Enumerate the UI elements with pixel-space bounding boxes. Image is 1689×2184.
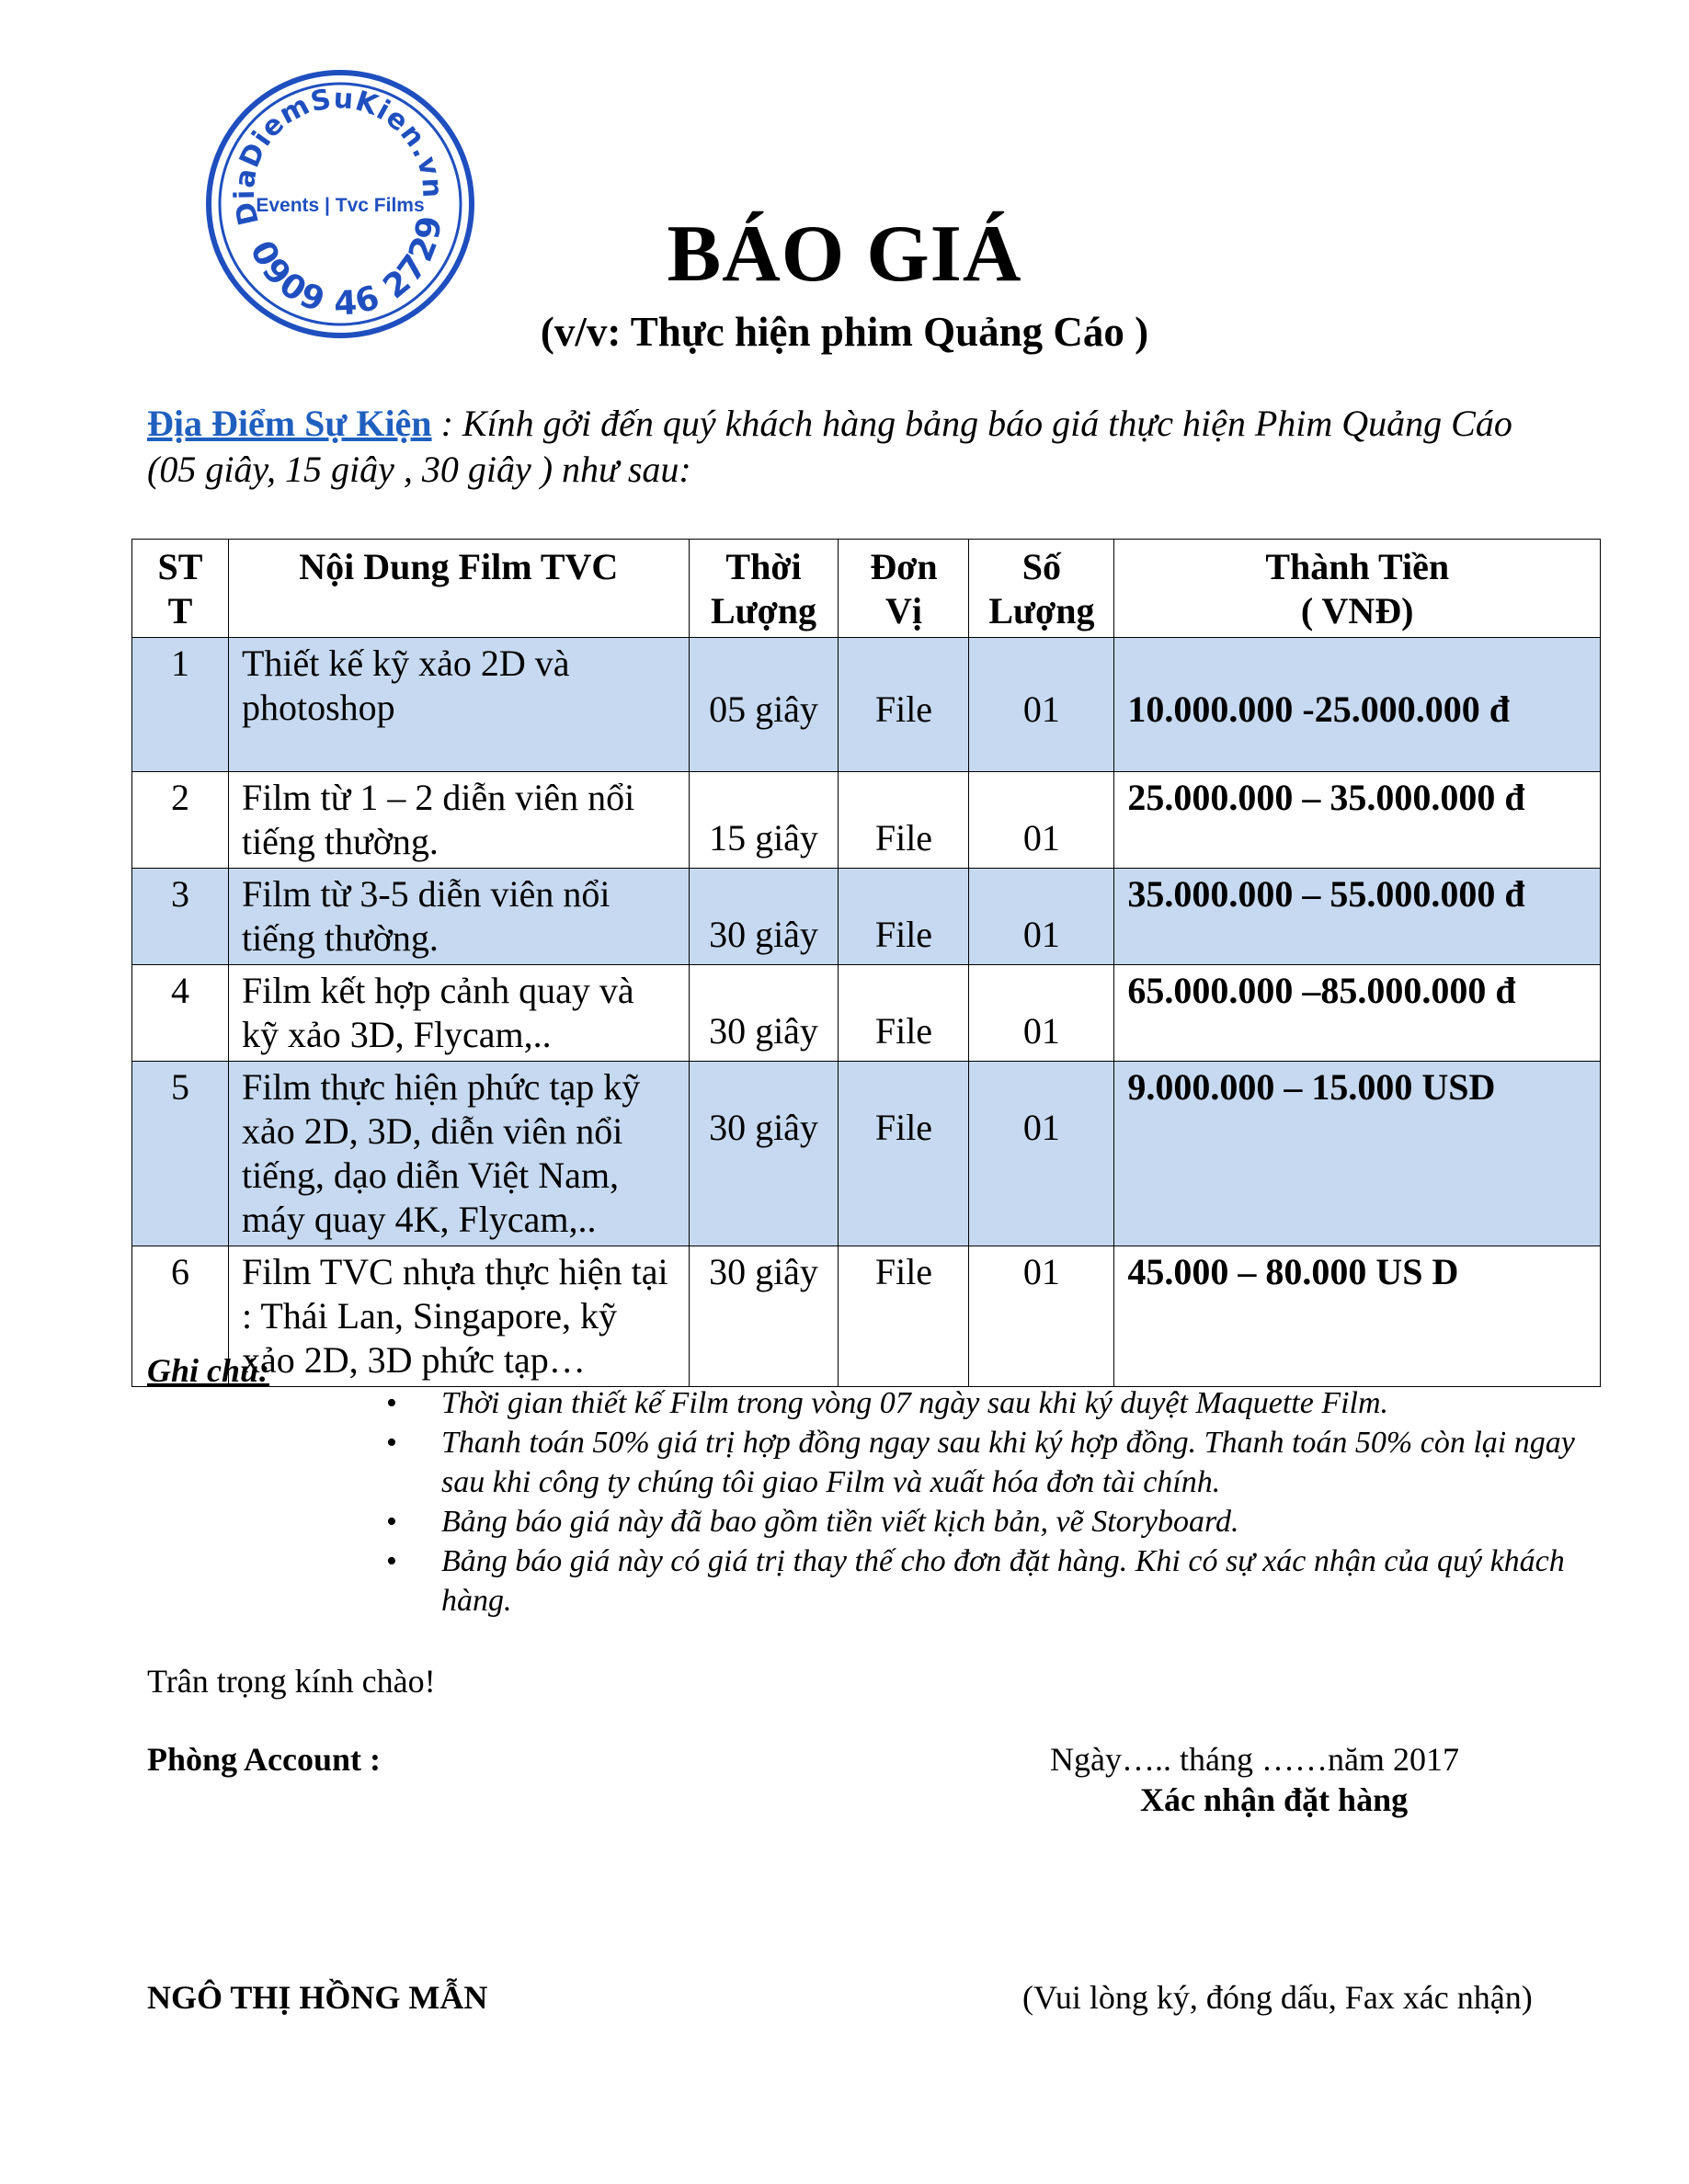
table-row xyxy=(132,1246,1601,1387)
cell-unit: File xyxy=(839,965,969,1062)
header-price: Thành Tiền ( VNĐ) xyxy=(1114,540,1601,638)
signature-instruction: (Vui lòng ký, đóng dấu, Fax xác nhận) xyxy=(1022,1979,1533,2016)
intro-paragraph xyxy=(147,401,1545,493)
table-row xyxy=(132,1062,1601,1246)
cell-price: 10.000.000 -25.000.000 đ xyxy=(1114,638,1601,772)
brand-link[interactable]: Địa Điểm Sự Kiện xyxy=(147,403,432,444)
page-subtitle: (v/v: Thực hiện phim Quảng Cáo ) xyxy=(540,309,1149,355)
header-stt: ST T xyxy=(132,540,229,638)
cell-price: 9.000.000 – 15.000 USD xyxy=(1114,1062,1601,1246)
cell-unit: File xyxy=(839,1062,969,1246)
table-row xyxy=(132,965,1601,1062)
cell-stt: 3 xyxy=(132,869,229,965)
logo-center-text: Events | Tvc Films xyxy=(256,195,425,216)
closing-text: Trân trọng kính chào! xyxy=(147,1663,436,1700)
cell-quantity: 01 xyxy=(969,772,1114,869)
company-logo-stamp xyxy=(202,66,478,342)
cell-content: Film thực hiện phức tạp kỹ xảo 2D, 3D, diễn viên nổi tiếng, dạo diễn Việt Nam, máy quay 4K, Flycam,.. xyxy=(228,1062,689,1246)
cell-stt: 1 xyxy=(132,638,229,772)
list-item: • Thanh toán 50% giá trị hợp đồng ngay sau khi ký hợp đồng. Thanh toán 50% còn lại ngay sau khi công ty chúng tôi giao Film và xuất hóa đơn tài chính. xyxy=(386,1423,1581,1502)
cell-duration: 30 giây xyxy=(689,965,839,1062)
cell-unit: File xyxy=(839,638,969,772)
cell-quantity: 01 xyxy=(969,1062,1114,1246)
table-row xyxy=(132,869,1601,965)
cell-unit: File xyxy=(839,1246,969,1387)
date-line: Ngày….. tháng ……năm 2017 xyxy=(1050,1741,1459,1778)
table-header-row xyxy=(132,540,1601,638)
cell-content: Film từ 1 – 2 diễn viên nổi tiếng thường. xyxy=(228,772,689,869)
cell-duration: 15 giây xyxy=(689,772,839,869)
table-row xyxy=(132,638,1601,772)
cell-content: Film kết hợp cảnh quay và kỹ xảo 3D, Flycam,.. xyxy=(228,965,689,1062)
cell-content: Film từ 3-5 diễn viên nổi tiếng thường. xyxy=(228,869,689,965)
logo-phone-text: 0909 46 2729 xyxy=(242,212,450,324)
logo-arc-text: DiaDiemSuKien.vn xyxy=(228,82,449,229)
cell-price: 45.000 – 80.000 US D xyxy=(1114,1246,1601,1387)
list-item: • Thời gian thiết kế Film trong vòng 07 ngày sau khi ký duyệt Maquette Film. xyxy=(386,1383,1581,1423)
signer-name: NGÔ THỊ HỒNG MẪN xyxy=(147,1979,488,2016)
cell-duration: 30 giây xyxy=(689,869,839,965)
cell-quantity: 01 xyxy=(969,1246,1114,1387)
cell-duration: 30 giây xyxy=(689,1246,839,1387)
department-label: Phòng Account : xyxy=(147,1741,382,1778)
header-content: Nội Dung Film TVC xyxy=(228,540,689,638)
intro-text: : Kính gởi đến quý khách hàng bảng báo giá thực hiện Phim Quảng Cáo (05 giây, 15 giây , 30 giây ) như sau: xyxy=(147,403,1512,490)
cell-quantity: 01 xyxy=(969,965,1114,1062)
order-confirmation-label: Xác nhận đặt hàng xyxy=(1140,1781,1409,1818)
cell-content: Film TVC nhựa thực hiện tại : Thái Lan, Singapore, kỹ xảo 2D, 3D phức tạp… xyxy=(228,1246,689,1387)
notes-list xyxy=(386,1383,1581,1621)
cell-price: 25.000.000 – 35.000.000 đ xyxy=(1114,772,1601,869)
cell-stt: 4 xyxy=(132,965,229,1062)
cell-unit: File xyxy=(839,772,969,869)
cell-stt: 2 xyxy=(132,772,229,869)
cell-price: 65.000.000 –85.000.000 đ xyxy=(1114,965,1601,1062)
header-duration: Thời Lượng xyxy=(689,540,839,638)
header-quantity: Số Lượng xyxy=(969,540,1114,638)
cell-stt: 6 xyxy=(132,1246,229,1387)
price-table xyxy=(131,539,1601,1387)
cell-duration: 30 giây xyxy=(689,1062,839,1246)
cell-price: 35.000.000 – 55.000.000 đ xyxy=(1114,869,1601,965)
cell-unit: File xyxy=(839,869,969,965)
notes-title: Ghi chú: xyxy=(147,1352,270,1389)
cell-duration: 05 giây xyxy=(689,638,839,772)
cell-stt: 5 xyxy=(132,1062,229,1246)
cell-quantity: 01 xyxy=(969,638,1114,772)
header-unit: Đơn Vị xyxy=(839,540,969,638)
table-row xyxy=(132,772,1601,869)
list-item: • Bảng báo giá này có giá trị thay thế cho đơn đặt hàng. Khi có sự xác nhận của quý khách hàng. xyxy=(386,1541,1581,1621)
page-title: BÁO GIÁ xyxy=(667,210,1022,299)
cell-content: Thiết kế kỹ xảo 2D và photoshop xyxy=(228,638,689,772)
list-item: • Bảng báo giá này đã bao gồm tiền viết kịch bản, vẽ Storyboard. xyxy=(386,1502,1581,1541)
cell-quantity: 01 xyxy=(969,869,1114,965)
